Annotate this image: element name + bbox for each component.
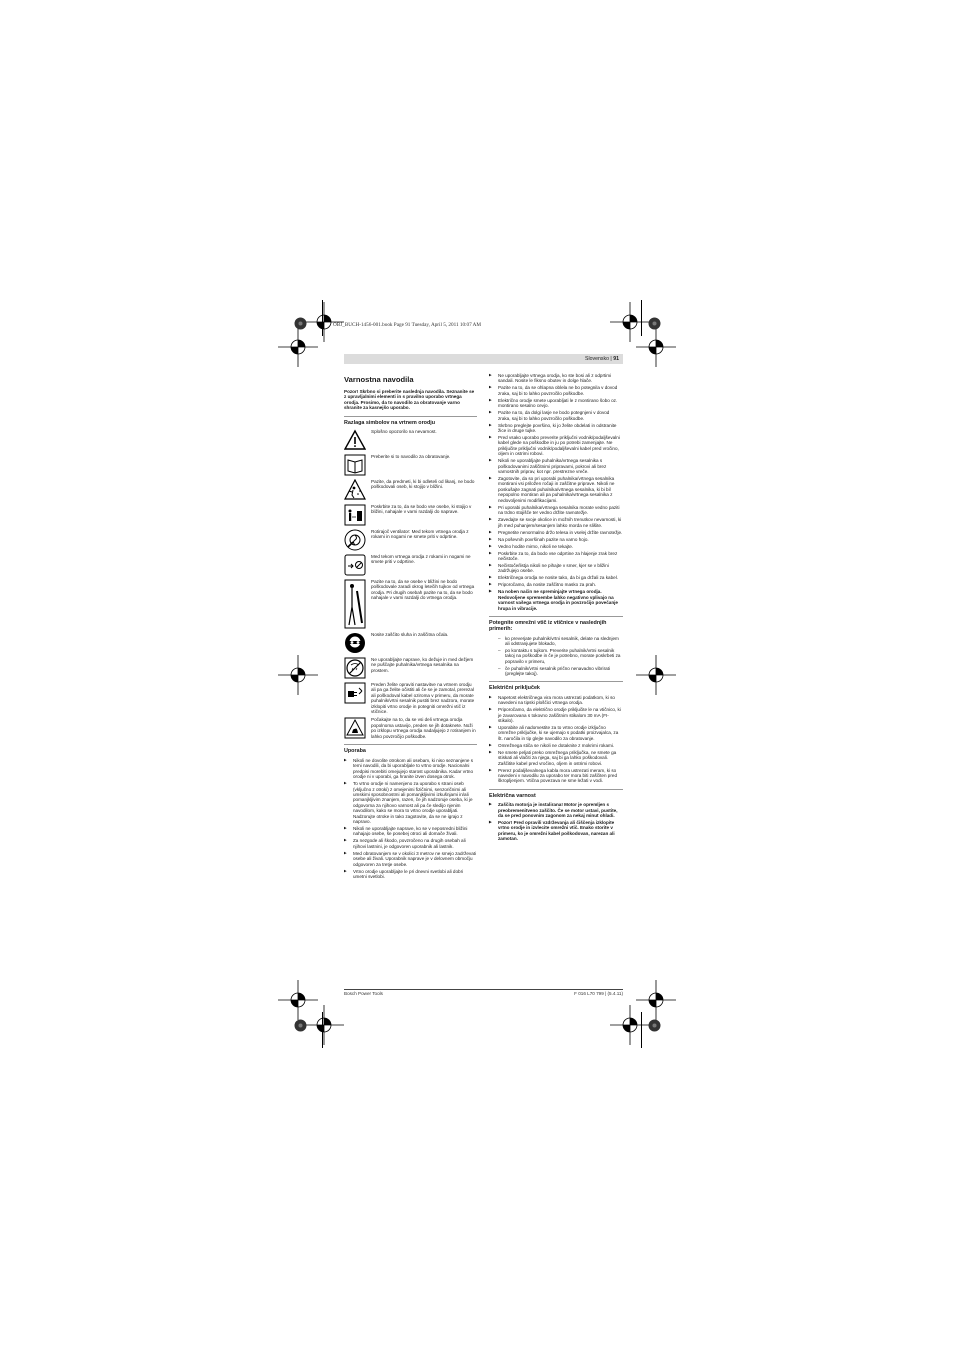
electric-safety-heading: Električna varnost <box>489 789 623 799</box>
rotating-fan-icon <box>344 529 366 551</box>
list-item: ▶ Pregnetite nenormalno držo telesa in vselej držite ravnotežje. <box>489 530 623 535</box>
hair-intake-icon <box>344 579 366 629</box>
symbol-row <box>344 717 477 739</box>
unplug-heading: Potegnite omrežni vtič iz vtičnice v naslednjih primerih: <box>489 616 623 633</box>
symbol-description: Med tekom vrtnega orodja z rokami in nogami ne smete priti v odprtine. <box>371 554 471 565</box>
symbol-description: Pazite na to, da se osebe v bližini ne bodo poškodovale zaradi okrog letečih tujkov od vrtnega orodja. Pri drugih osebah pazite na to, da se bodo nahajale v varni razdalji do vrtnega orodja. <box>371 579 475 601</box>
page-header <box>344 354 623 364</box>
electric-safety-list <box>489 802 623 841</box>
trim-line <box>641 1012 642 1048</box>
list-item: ▶ Priporočamo, da nosite zaščitno masko za prah. <box>489 582 623 587</box>
list-item: ▶ Zavedajte se svoje okolice in možnih trenutkov nevarnosti, ki jih med puhanjem/sesanjem lahko morda ne slišite. <box>489 517 623 528</box>
list-item: ▶ Nikoli ne dovolite otrokom ali osebam, ki niso seznanjene s temi navodili, da bi uporabljale to vrtno orodje. Nacionalni predpisi morebiti omejujejo starost uporabnika. Kadar vrtno orodje ni v uporabi, ga hranite izven dosega otrok. <box>344 758 477 780</box>
symbol-row <box>344 479 477 501</box>
list-item: ▶ Za nezgode ali škodo, povzročeno na drugih osebah ali njihovi lastnini, je odgovoren uporabnik ali lastnik. <box>344 838 477 849</box>
symbol-description: Pazite, da predmeti, ki bi odleteli od likanj, ne bodo poškodovali oseb, ki stojijo v bližini. <box>371 479 475 490</box>
warning-triangle-icon <box>344 429 366 451</box>
list-item: ▶ Ne smete peljati preko omrežnega priključka, ne smete ga stiskati ali vlačiti za njega, saj bi ga lahko poškodovali. Zaščitite kabel pred vročino, oljem in ostrimi robovi. <box>489 750 623 766</box>
electric-connection-list <box>489 695 623 784</box>
symbol-row <box>344 632 477 654</box>
goggles-icon <box>344 632 366 654</box>
list-item: – če puhalnik/vrtni sesalnik prično nenavadno vibrirati (preglejte takoj). <box>489 666 623 677</box>
trim-line <box>641 300 642 336</box>
list-item: ▶ Poskrbite za to, da bodo vse odprtine za hlajenje zrak brez nečistoče. <box>489 551 623 562</box>
list-item: ▶ To vrtno orodje ni namenjeno za uporabo s strani oseb (vključno z otroki) z omejenimi fizičnimi, senzoričnimi ali umskimi sposobnostmi ali pomanjkljivimi izkušnjami in/ali pomanjkljivim znanjem, razen, če jih nadzoruje oseba, ki je odgovorna za njihovo varnost ali pa če sledijo njenim navodilom, kako se mora to vrtno orodje uporabljati. Nadzorujte otroke in tako zagotovite, da se ne igrajo z napravo. <box>344 781 477 824</box>
list-item: ▶ Napetost električnega vira mora ustrezati podatkom, ki so navedeni na tipski ploščici vrtnega orodja. <box>489 695 623 706</box>
fire-hazard-icon <box>344 717 366 739</box>
unplug-icon <box>344 682 366 714</box>
no-rain-icon <box>344 657 366 679</box>
symbol-description: Preberite si to navodilo za obratovanje. <box>371 454 451 460</box>
list-item: ▶ Nečistoče/listja nikoli ne pihajte v smer, kjer se v bližini zadržujejo osebe. <box>489 563 623 574</box>
list-item: ▶ Nikoli ne uporabljajte puhalnika/vrtnega sesalnika s poškodovanimi zaščitnimi pripravami, pokrovi ali brez varnostnih priprav, kot npr. prestrezne vreče. <box>489 458 623 474</box>
bystander-distance-icon <box>344 504 366 526</box>
list-item: ▶ Na poševnih površinah pazite na varno hojo. <box>489 537 623 542</box>
right-column <box>489 373 623 843</box>
list-item: ▶ Vedno hodite mirno, nikoli ne tekajte. <box>489 544 623 549</box>
registration-cross-icon <box>636 655 676 695</box>
page-title: Varnostna navodila <box>344 375 414 384</box>
list-item: ▶ Nikoli ne uporabljajte naprave, ko se v neposredni bližini nahajajo osebe, še posebej otroci ali domače živali. <box>344 826 477 837</box>
symbol-row <box>344 429 477 451</box>
safety-list <box>489 373 623 611</box>
list-item: ▶ Skrbno preglejte površino, ki jo želite obdelati in odstranite žice in druge tujke. <box>489 423 623 434</box>
symbol-row <box>344 682 477 714</box>
list-item: ▶ Na noben način ne spreminjajte vrtnega orodja. Nedovoljene spremembe lahko negativno vplivajo na varnost vašega vrtnega orodja in povzročijo povečanje hrupa in vibracije. <box>489 589 623 611</box>
footer-rule <box>344 989 623 990</box>
symbol-row <box>344 657 477 679</box>
flying-debris-icon <box>344 479 366 501</box>
symbol-row <box>344 529 477 551</box>
registration-dot-icon <box>648 317 661 330</box>
trim-line <box>322 300 323 336</box>
footer-code: F 016 L70 799 | (5.4.11) <box>574 991 623 996</box>
intro-warning: Pozor! Skrbno si preberite naslednja navodila. Seznanite se z upravljalnimi elementi in s pravilno uporabo vrtnega orodja. Prosimo, da to navodilo za obratovanje varno shranite za kasnejšo uporabo. <box>344 389 475 411</box>
header-page-number: 91 <box>613 355 619 362</box>
list-item: ▶ Prerez podaljševalnega kabla mora ustrezati meram, ki so navedeni v navodilu za uporabo ter mora biti zaščiten pred škropljenjem. Vtična povezava ne sme ležati v vodi. <box>489 768 623 784</box>
list-item: ▶ Pred vsako uporabo preverite priključni vodnik/podaljševalni kabel glede na poškodbe in ju po potrebi zamenjajte. Ne priključite priključni vodnik/podaljševalni kabel pred vročino, oljem in ostrimi robovi. <box>489 435 623 457</box>
list-item: ▶ Omrežnega stiča se nikoli ne dotaknite z mokrimi rokami. <box>489 743 623 748</box>
list-item: ▶ Pozor! Pred opravili vzdrževanja ali čiščenja izklopite vrtno orodje in izvlecite omrežni vtič. Enako storite v primeru, ko je omrežni kabel poškodovan, narezan ali zamotan. <box>489 820 623 842</box>
book-slug-line: OBJ_BUCH-1456-001.book Page 91 Tuesday, April 5, 2011 10:07 AM <box>333 322 482 328</box>
list-item: ▶ Pazite na to, da dolgi lasje ne bodo potegnjeni v dovod zraka, saj bi to lahko povzročilo poškodbe. <box>489 410 623 421</box>
symbol-row <box>344 554 477 576</box>
registration-cross-icon <box>278 655 318 695</box>
list-item: ▶ Zaščita motorja je instalirana! Motor je opremljen s preobremenitveno zaščito. Če se motor ustavi, pustite, da se pred ponovnim zagonom za nekaj minut ohladi. <box>489 802 623 818</box>
symbol-description: Počakajte na to, da se vsi deli vrtnega orodja popolnoma ustavijo, preden se jih dotaknete. Noži po izklopu vrtnega orodja nadaljujejo z rotiranjem in lahko povzročijo poškodbe. <box>371 717 476 739</box>
registration-dot-icon <box>648 1019 661 1032</box>
symbol-description: Preden želite opraviti nastavitve na vrtnem orodju ali pa ga želite očistiti ali če se je zamotal, prerezal ali poškodoval kabel oziroma v primeru, da morate puhalnik/vrtni sesalnik pustiti brez nadzora, morate izklopiti vrtno orodje in potegniti omrežni vtič iz vtičnice. <box>371 682 475 715</box>
list-item: ▶ Priporočamo, da električno orodje priključite le na vtičnico, ki je zavarovana s tokovno zaščitnim stikalom 30 mA (FI-stikalo). <box>489 707 623 723</box>
list-item: ▶ Pri uporabi puhalnika/vrtnega sesalnika morate vedno paziti na trdno stojišče ter vedno držite ravnotežje. <box>489 505 623 516</box>
header-text <box>585 356 619 362</box>
unplug-list <box>489 636 623 677</box>
registration-dot-icon <box>294 317 307 330</box>
symbol-description: Splošno opozorilo na nevarnost. <box>371 429 437 435</box>
trim-line <box>322 1012 323 1048</box>
registration-cross-icon <box>610 302 650 342</box>
header-language: Slovensko <box>585 355 609 362</box>
list-item: ▶ Vrtno orodje uporabljajte le pri dnevni svetlobi ali dobri umetni svetlobi. <box>344 869 477 880</box>
list-item: ▶ Pazite na to, da se ohlapna oblela ne bo potegnila v dovod zraka, saj bi to lahko povzročilo poškodbe. <box>489 385 623 396</box>
footer-brand: Bosch Power Tools <box>344 991 383 996</box>
symbol-description: Poskrbite za to, da se bodo vse osebe, ki stojijo v bližini, nahajale v varni razdalji do naprave. <box>371 504 472 515</box>
usage-list <box>344 758 477 880</box>
list-item: ▶ Med obratovanjem se v okolici 3 metrov ne smejo zadrževati osebe ali živali. Uporabnik naprave je v delovnem območju odgovoren za tretje osebe. <box>344 851 477 867</box>
registration-cross-icon <box>610 1005 650 1045</box>
symbol-row <box>344 504 477 526</box>
symbol-description: Ne uporabljajte naprave, ko dežuje in med dežjem ne puščajte puhalnika/vrtnega sesalnika na prostem. <box>371 657 474 673</box>
hand-keep-away-icon <box>344 554 366 576</box>
list-item: ▶ Električnega orodja ne nosite tako, da bi ga držali za kabel. <box>489 575 623 580</box>
list-item: ▶ Uporabite ali nadomestite za to vrtno orodje izključno omrežne priključke, ki se ujemajo s podatki proizvajalca, za št. naročila in tip glejte navodilo za obratovanje. <box>489 725 623 741</box>
registration-cross-icon <box>304 1005 344 1045</box>
symbols-heading: Razlaga simbolov na vrtnem orodju <box>344 416 477 426</box>
symbol-description: Nosite zaščito sluha in zaščitna očala. <box>371 632 449 638</box>
registration-dot-icon <box>294 1019 307 1032</box>
symbol-description: Rotirajoč ventilator: Med tekom vrtnega orodja z rokami in nogami ne smete priti v odprtine. <box>371 529 469 540</box>
list-item: ▶ Ne uporabljajte vrtnega orodja, ko ste bosi ali z odprtimi sandali. Nosite le fiksno obutev in dolge hlače. <box>489 373 623 384</box>
electric-connection-heading: Električni priključek <box>489 681 623 691</box>
list-item: – po kontaktu s tujkom. Preverite puhalnik/vrtni sesalnik takoj na poškodbe in če je potrebno, morate poskrbeti za popravilo v primeru, <box>489 648 623 664</box>
symbol-row <box>344 579 477 629</box>
instruction-manual-icon <box>344 454 366 476</box>
list-item: ▶ Električno orodje smete uporabljati le z montirano šobo oz. montirano sesalno cevjo. <box>489 398 623 409</box>
left-column <box>344 373 477 881</box>
header-separator: | <box>610 355 612 362</box>
list-item: ▶ Zagotovite, da so pri uporabi puhalnika/vrtnega sesalnika montirani vsi priložen ročaji in zaščitne priprave. Nikoli ne poskušajte zagnati puhalnika/vrtnega sesalnika, ki bi bil nepopolno montiran ali pa puhalnika/vrtnega sesalnika z nedovoljenimi modifikacijami. <box>489 476 623 503</box>
list-item: – ko preverjate puhalnik/vrtni sesalnik, delate na slednjem ali odstranjujete blokado, <box>489 636 623 647</box>
symbol-row <box>344 454 477 476</box>
symbol-list <box>344 429 477 739</box>
usage-heading: Uporaba <box>344 744 477 754</box>
